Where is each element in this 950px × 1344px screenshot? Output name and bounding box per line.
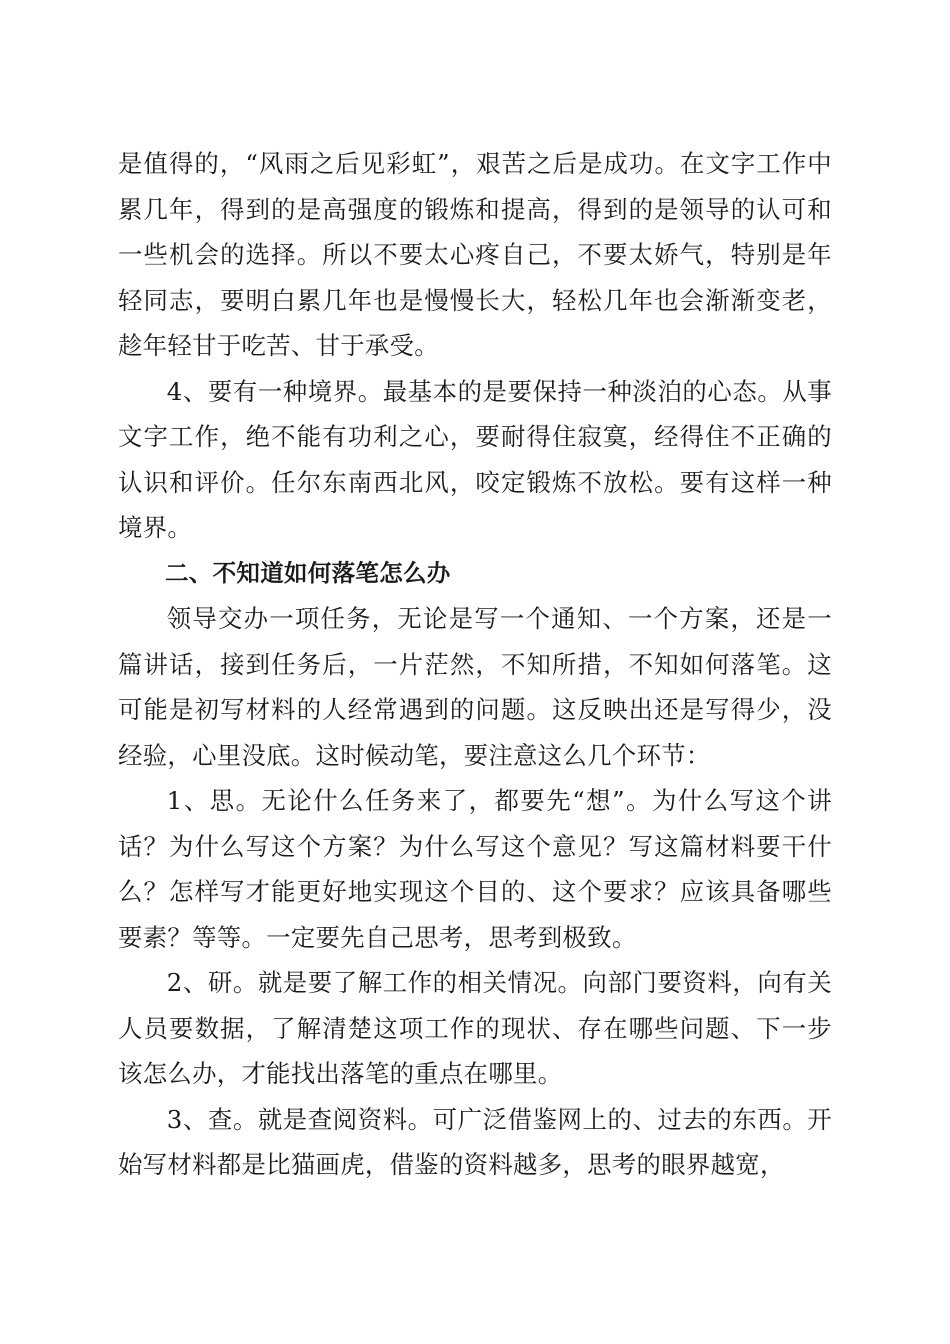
body-paragraph-point-1: 1、思。无论什么任务来了，都要先“想”。为什么写这个讲话？为什么写这个方案？为什么写这个意见？写这篇材料要干什么？怎样写才能更好地实现这个目的、这个要求？应该具备哪些要素？等等。一定要先自己思考，思考到极致。 <box>118 786 832 952</box>
body-paragraph-intro: 领导交办一项任务，无论是写一个通知、一个方案，还是一篇讲话，接到任务后，一片茫然，不知所措，不知如何落笔。这可能是初写材料的人经常遇到的问题。这反映出还是写得少，没经验，心里没底。这时候动笔，要注意这么几个环节： <box>118 604 832 770</box>
document-body <box>118 141 832 1188</box>
body-paragraph-point-2: 2、研。就是要了解工作的相关情况。向部门要资料，向有关人员要数据，了解清楚这项工作的现状、存在哪些问题、下一步该怎么办，才能找出落笔的重点在哪里。 <box>118 968 832 1088</box>
body-paragraph-point-4: 4、要有一种境界。最基本的是要保持一种淡泊的心态。从事文字工作，绝不能有功利之心，要耐得住寂寞，经得住不正确的认识和评价。任尔东南西北风，咬定锻炼不放松。要有这样一种境界。 <box>118 376 832 542</box>
body-paragraph-point-3: 3、查。就是查阅资料。可广泛借鉴网上的、过去的东西。开始写材料都是比猫画虎，借鉴的资料越多，思考的眼界越宽， <box>118 1104 832 1179</box>
body-paragraph-continuation: 是值得的，“风雨之后见彩虹”，艰苦之后是成功。在文字工作中累几年，得到的是高强度的锻炼和提高，得到的是领导的认可和一些机会的选择。所以不要太心疼自己，不要太娇气，特别是年轻同志，要明白累几年也是慢慢长大，轻松几年也会渐渐变老，趁年轻甘于吃苦、甘于承受。 <box>118 149 832 360</box>
section-heading-2: 二、不知道如何落笔怎么办 <box>165 558 451 587</box>
